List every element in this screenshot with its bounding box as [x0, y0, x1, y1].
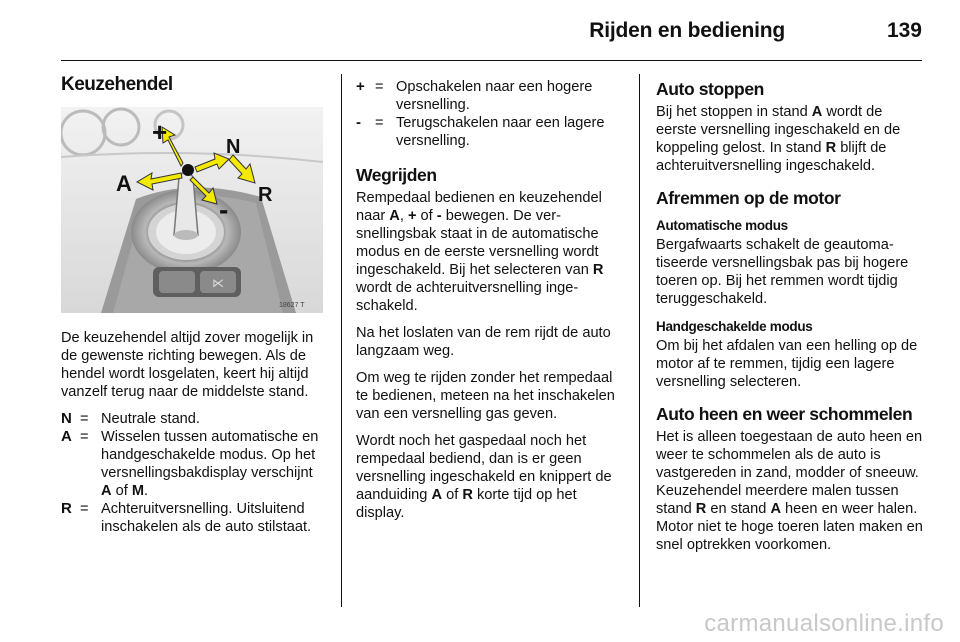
page-number: 139 [886, 19, 922, 42]
text-run: of [420, 208, 433, 224]
column-1 [61, 76, 327, 545]
bold-r: R [462, 487, 473, 503]
figure-label-plus: + [152, 117, 168, 147]
figure-label-minus: - [219, 194, 229, 225]
def-key: - [356, 114, 361, 131]
figure-code: 18627 T [279, 302, 305, 309]
figure-label-a: A [116, 171, 132, 196]
bold-minus: - [436, 208, 442, 224]
text-run: blijft de achteruitversnelling ingeschakeld. [656, 140, 887, 174]
bold-a: A [389, 208, 400, 224]
paragraph-stoppen [656, 103, 924, 175]
text-run: Bij het stoppen in stand [656, 104, 808, 120]
text-run: bewegen. De versnellingsbak staat in de automatische modus en de eerste versnelling wordt ingeschakeld. Bij het selecteren van [356, 208, 599, 278]
def-row-n [61, 410, 327, 428]
column-divider-1 [341, 74, 342, 607]
text-run: , [399, 208, 404, 224]
header-rule [61, 60, 922, 61]
bold-a: A [770, 501, 781, 517]
def-text: Neutrale stand. [101, 411, 200, 427]
def-eq: = [375, 79, 384, 95]
text-run: Het is alleen toegestaan de auto heen en weer te schommelen als de auto is vastgereden in zand, modder of sneeuw. Keuzehendel meerdere malen tussen stand [656, 429, 923, 517]
def-row-minus [356, 114, 626, 150]
def-text [101, 428, 327, 500]
bold-r: R [695, 501, 707, 517]
paragraph-wegrijden-3: Om weg te rijden zonder het rempedaal te bedienen, meteen na het inschakelen van een versnelling gas geven. [356, 370, 615, 422]
def-text: Achteruitversnelling. Uitsluitend inschakelen als de auto stilstaat. [101, 501, 312, 535]
def-list-1 [61, 410, 327, 536]
def-key: N [61, 410, 72, 427]
bold-a: A [811, 104, 823, 120]
text-run: wordt de eerste versnelling ingeschakeld en de koppeling gelost. In stand [656, 104, 901, 156]
heading-afremmen: Afremmen op de motor [656, 188, 841, 208]
def-m: M [131, 483, 145, 499]
text-run: Rempedaal bedienen en keuzehendel naar [356, 190, 602, 224]
def-row-r [61, 500, 327, 536]
text-run: of [446, 487, 459, 503]
text-run: Wordt noch het gaspedaal noch het rempedaal bediend, dan is er geen versnelling ingeschakeld en knippert de aanduiding [356, 433, 612, 503]
text-run: heen en weer halen. Motor niet te hoge toeren laten maken en snel optrekken voorkomen. [656, 501, 923, 553]
bold-r: R [825, 140, 837, 156]
gear-selector-figure [61, 107, 323, 313]
page-header-title: Rijden en bediening [589, 19, 785, 42]
column-divider-2 [639, 74, 640, 607]
paragraph-handgeschakelde-modus: Om bij het afdalen van een helling op de motor af te remmen, tijdig een lagere versnelling selecteren. [656, 338, 918, 390]
def-key: A [61, 428, 72, 445]
def-of: of [115, 483, 128, 499]
def-eq: = [80, 429, 89, 445]
def-text: Terugschakelen naar een lagere versnelling. [396, 115, 605, 149]
def-row-plus [356, 78, 626, 114]
figure-label-n: N [226, 136, 241, 158]
def-row-a [61, 428, 327, 500]
bold-plus: + [407, 208, 417, 224]
heading-wegrijden: Wegrijden [356, 165, 437, 185]
def-list-2 [356, 78, 626, 150]
watermark: carmanualsonline.info [704, 610, 944, 637]
paragraph-schommelen [656, 428, 924, 554]
figure-label-r: R [258, 184, 273, 206]
def-a: A [101, 483, 112, 499]
text-run: korte tijd op het display. [356, 487, 577, 521]
paragraph-automatische-modus: Bergafwaarts schakelt de geautomatiseerde versnellingsbak pas bij hogere toeren op. Bij het remmen wordt tijdig teruggeschakeld. [656, 237, 909, 307]
bold-r: R [592, 262, 604, 278]
heading-schommelen: Auto heen en weer schommelen [656, 404, 913, 424]
text-run: en stand [710, 501, 767, 517]
def-text-main: Wisselen tussen automatische en handgeschakelde modus. Op het versnellingsbakdisplay verschijnt [101, 429, 319, 481]
paragraph-wegrijden-2: Na het loslaten van de rem rijdt de auto langzaam weg. [356, 325, 611, 359]
heading-automatische-modus: Automatische modus [656, 218, 788, 233]
def-eq: = [375, 115, 384, 131]
def-eq: = [80, 501, 89, 517]
def-end: . [144, 483, 149, 499]
def-eq: = [80, 411, 89, 427]
column-2 [356, 78, 626, 531]
svg-text:⋉: ⋉ [212, 276, 224, 290]
bold-a: A [431, 487, 443, 503]
paragraph-wegrijden-4 [356, 432, 626, 522]
def-key: + [356, 78, 365, 95]
def-text: Opschakelen naar een hogere versnelling. [396, 79, 593, 113]
def-key: R [61, 500, 72, 517]
column-3 [656, 78, 924, 563]
text-run: wordt de achteruitversnelling ingeschakeld. [356, 280, 579, 314]
heading-auto-stoppen: Auto stoppen [656, 79, 764, 99]
section-title: Keuzehendel [61, 74, 173, 95]
paragraph-wegrijden-1 [356, 189, 626, 315]
heading-handgeschakelde-modus: Handgeschakelde modus [656, 319, 813, 334]
intro-paragraph: De keuzehendel altijd zover mogelijk in de gewenste richting bewegen. Als de hendel wordt losgelaten, keert hij altijd vanzelf terug naar de middelste stand. [61, 330, 314, 400]
